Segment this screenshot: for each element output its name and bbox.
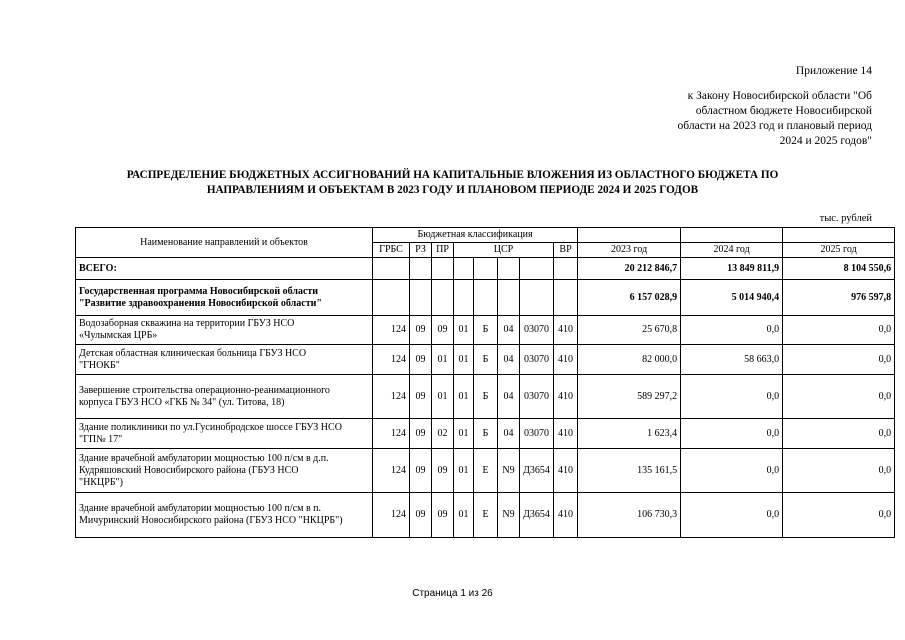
empty-cell — [410, 280, 432, 316]
code-pr: 01 — [432, 375, 454, 419]
code-csr-3: 04 — [498, 345, 520, 375]
code-csr-1: 01 — [454, 419, 474, 449]
code-vr: 410 — [554, 375, 578, 419]
total-row — [76, 258, 895, 280]
row-name-line: Государственная программа Новосибирской области — [79, 285, 319, 297]
empty-cell — [474, 258, 498, 280]
code-csr-4: 03070 — [520, 316, 554, 345]
document-title — [60, 168, 845, 198]
row-name-line: "ГП№ 17" — [79, 433, 123, 445]
header-2024: 2024 год — [681, 243, 783, 258]
empty-cell — [373, 258, 410, 280]
program-row — [76, 280, 895, 316]
code-rz: 09 — [410, 316, 432, 345]
code-csr-1: 01 — [454, 316, 474, 345]
code-csr-4: Д3654 — [520, 449, 554, 493]
empty-cell — [432, 280, 454, 316]
header-2025: 2025 год — [783, 243, 895, 258]
value-2025: 0,0 — [783, 316, 895, 345]
title-line: РАСПРЕДЕЛЕНИЕ БЮДЖЕТНЫХ АССИГНОВАНИЙ НА КАПИТАЛЬНЫЕ ВЛОЖЕНИЯ ИЗ ОБЛАСТНОГО БЮДЖЕТА ПО — [126, 169, 779, 181]
program-2024: 5 014 940,4 — [681, 280, 783, 316]
value-2024: 0,0 — [681, 316, 783, 345]
row-name-line: "НКЦРБ") — [79, 476, 123, 488]
empty-cell — [474, 280, 498, 316]
code-csr-1: 01 — [454, 375, 474, 419]
code-vr: 410 — [554, 316, 578, 345]
code-csr-4: 03070 — [520, 345, 554, 375]
row-name — [76, 493, 373, 538]
code-csr-2: Е — [474, 449, 498, 493]
value-2024: 0,0 — [681, 493, 783, 538]
code-csr-1: 01 — [454, 493, 474, 538]
header-blank — [783, 228, 895, 243]
code-vr: 410 — [554, 449, 578, 493]
table-row — [76, 345, 895, 375]
code-pr: 01 — [432, 345, 454, 375]
row-name-line: Здание врачебной амбулатории мощностью 100 п/см в п. — [79, 503, 322, 514]
code-csr-2: Е — [474, 493, 498, 538]
code-csr-3: N9 — [498, 449, 520, 493]
program-2025: 976 597,8 — [783, 280, 895, 316]
empty-cell — [454, 258, 474, 280]
code-csr-2: Б — [474, 419, 498, 449]
header-rz: РЗ — [410, 243, 432, 258]
empty-cell — [410, 258, 432, 280]
empty-cell — [432, 258, 454, 280]
code-csr-2: Б — [474, 375, 498, 419]
value-2023: 589 297,2 — [578, 375, 681, 419]
law-line: 2024 и 2025 годов" — [779, 135, 872, 147]
row-name — [76, 280, 373, 316]
code-vr: 410 — [554, 493, 578, 538]
program-2023: 6 157 028,9 — [578, 280, 681, 316]
value-2025: 0,0 — [783, 375, 895, 419]
table-row — [76, 419, 895, 449]
code-pr: 09 — [432, 493, 454, 538]
row-name — [76, 345, 373, 375]
code-csr-4: 03070 — [520, 375, 554, 419]
table-row — [76, 316, 895, 345]
code-csr-3: N9 — [498, 493, 520, 538]
empty-cell — [554, 258, 578, 280]
value-2023: 135 161,5 — [578, 449, 681, 493]
code-grbs: 124 — [373, 493, 410, 538]
header-pr: ПР — [432, 243, 454, 258]
code-pr: 09 — [432, 449, 454, 493]
row-name-line: «Чулымская ЦРБ» — [79, 330, 158, 341]
header-row — [76, 228, 895, 243]
code-vr: 410 — [554, 419, 578, 449]
total-2023: 20 212 846,7 — [578, 258, 681, 280]
header-budget-classification: Бюджетная классификация — [373, 228, 578, 243]
total-label: ВСЕГО: — [76, 258, 373, 280]
header-blank — [578, 228, 681, 243]
code-rz: 09 — [410, 419, 432, 449]
law-line: области на 2023 год и плановый период — [677, 120, 872, 132]
table-row — [76, 493, 895, 538]
code-grbs: 124 — [373, 316, 410, 345]
header-blank — [681, 228, 783, 243]
row-name-line: "Развитие здравоохранения Новосибирской области" — [79, 297, 322, 309]
page-number: Страница 1 из 26 — [412, 588, 493, 599]
value-2024: 0,0 — [681, 419, 783, 449]
row-name-line: Завершение строительства операционно-реанимационного — [79, 384, 330, 396]
value-2024: 58 663,0 — [681, 345, 783, 375]
code-pr: 02 — [432, 419, 454, 449]
empty-cell — [454, 280, 474, 316]
code-rz: 09 — [410, 449, 432, 493]
code-csr-3: 04 — [498, 419, 520, 449]
code-grbs: 124 — [373, 449, 410, 493]
empty-cell — [373, 280, 410, 316]
value-2025: 0,0 — [783, 419, 895, 449]
law-line: к Закону Новосибирской области "Об — [687, 90, 872, 102]
budget-table — [75, 227, 895, 538]
row-name — [76, 419, 373, 449]
law-reference — [678, 89, 872, 149]
row-name-line: Детская областная клиническая больница ГБУЗ НСО — [79, 347, 307, 359]
code-rz: 09 — [410, 375, 432, 419]
empty-cell — [498, 258, 520, 280]
value-2023: 82 000,0 — [578, 345, 681, 375]
total-2024: 13 849 811,9 — [681, 258, 783, 280]
value-2025: 0,0 — [783, 345, 895, 375]
row-name-line: корпуса ГБУЗ НСО «ГКБ № 34" (ул. Титова, 18) — [79, 396, 285, 408]
law-line: областном бюджете Новосибирской — [695, 105, 872, 117]
value-2024: 0,0 — [681, 375, 783, 419]
row-name-line: Мичуринский Новосибирского района (ГБУЗ НСО "НКЦРБ") — [79, 515, 343, 526]
row-name — [76, 316, 373, 345]
code-csr-4: Д3654 — [520, 493, 554, 538]
header-2023: 2023 год — [578, 243, 681, 258]
table-row — [76, 449, 895, 493]
header-name: Наименование направлений и объектов — [76, 228, 373, 258]
row-name — [76, 375, 373, 419]
value-2025: 0,0 — [783, 493, 895, 538]
code-csr-3: 04 — [498, 316, 520, 345]
header-csr: ЦСР — [454, 243, 554, 258]
code-csr-1: 01 — [454, 345, 474, 375]
row-name-line: Водозаборная скважина на территории ГБУЗ НСО — [79, 318, 295, 329]
empty-cell — [520, 280, 554, 316]
value-2025: 0,0 — [783, 449, 895, 493]
value-2024: 0,0 — [681, 449, 783, 493]
units-label: тыс. рублей — [819, 213, 872, 224]
row-name-line: Здание поликлиники по ул.Гусинобродское шоссе ГБУЗ НСО — [79, 421, 342, 433]
code-grbs: 124 — [373, 345, 410, 375]
value-2023: 25 670,8 — [578, 316, 681, 345]
header-grbs: ГРБС — [373, 243, 410, 258]
empty-cell — [554, 280, 578, 316]
row-name-line: Кудряшовский Новосибирского района (ГБУЗ НСО — [79, 464, 299, 476]
total-2025: 8 104 550,6 — [783, 258, 895, 280]
code-vr: 410 — [554, 345, 578, 375]
appendix-number: Приложение 14 — [795, 65, 872, 77]
header-vr: ВР — [554, 243, 578, 258]
value-2023: 1 623,4 — [578, 419, 681, 449]
code-csr-3: 04 — [498, 375, 520, 419]
value-2023: 106 730,3 — [578, 493, 681, 538]
code-rz: 09 — [410, 345, 432, 375]
title-line: НАПРАВЛЕНИЯМ И ОБЪЕКТАМ В 2023 ГОДУ И ПЛАНОВОМ ПЕРИОДЕ 2024 И 2025 ГОДОВ — [206, 184, 699, 196]
appendix-header — [678, 64, 872, 149]
row-name-line: Здание врачебной амбулатории мощностью 100 п/см в д.п. — [79, 452, 329, 464]
code-grbs: 124 — [373, 375, 410, 419]
row-name — [76, 449, 373, 493]
row-name-line: "ГНОКБ" — [79, 359, 120, 371]
code-csr-2: Б — [474, 316, 498, 345]
table-row — [76, 375, 895, 419]
empty-cell — [520, 258, 554, 280]
code-grbs: 124 — [373, 419, 410, 449]
code-rz: 09 — [410, 493, 432, 538]
code-pr: 09 — [432, 316, 454, 345]
empty-cell — [498, 280, 520, 316]
code-csr-2: Б — [474, 345, 498, 375]
code-csr-1: 01 — [454, 449, 474, 493]
code-csr-4: 03070 — [520, 419, 554, 449]
